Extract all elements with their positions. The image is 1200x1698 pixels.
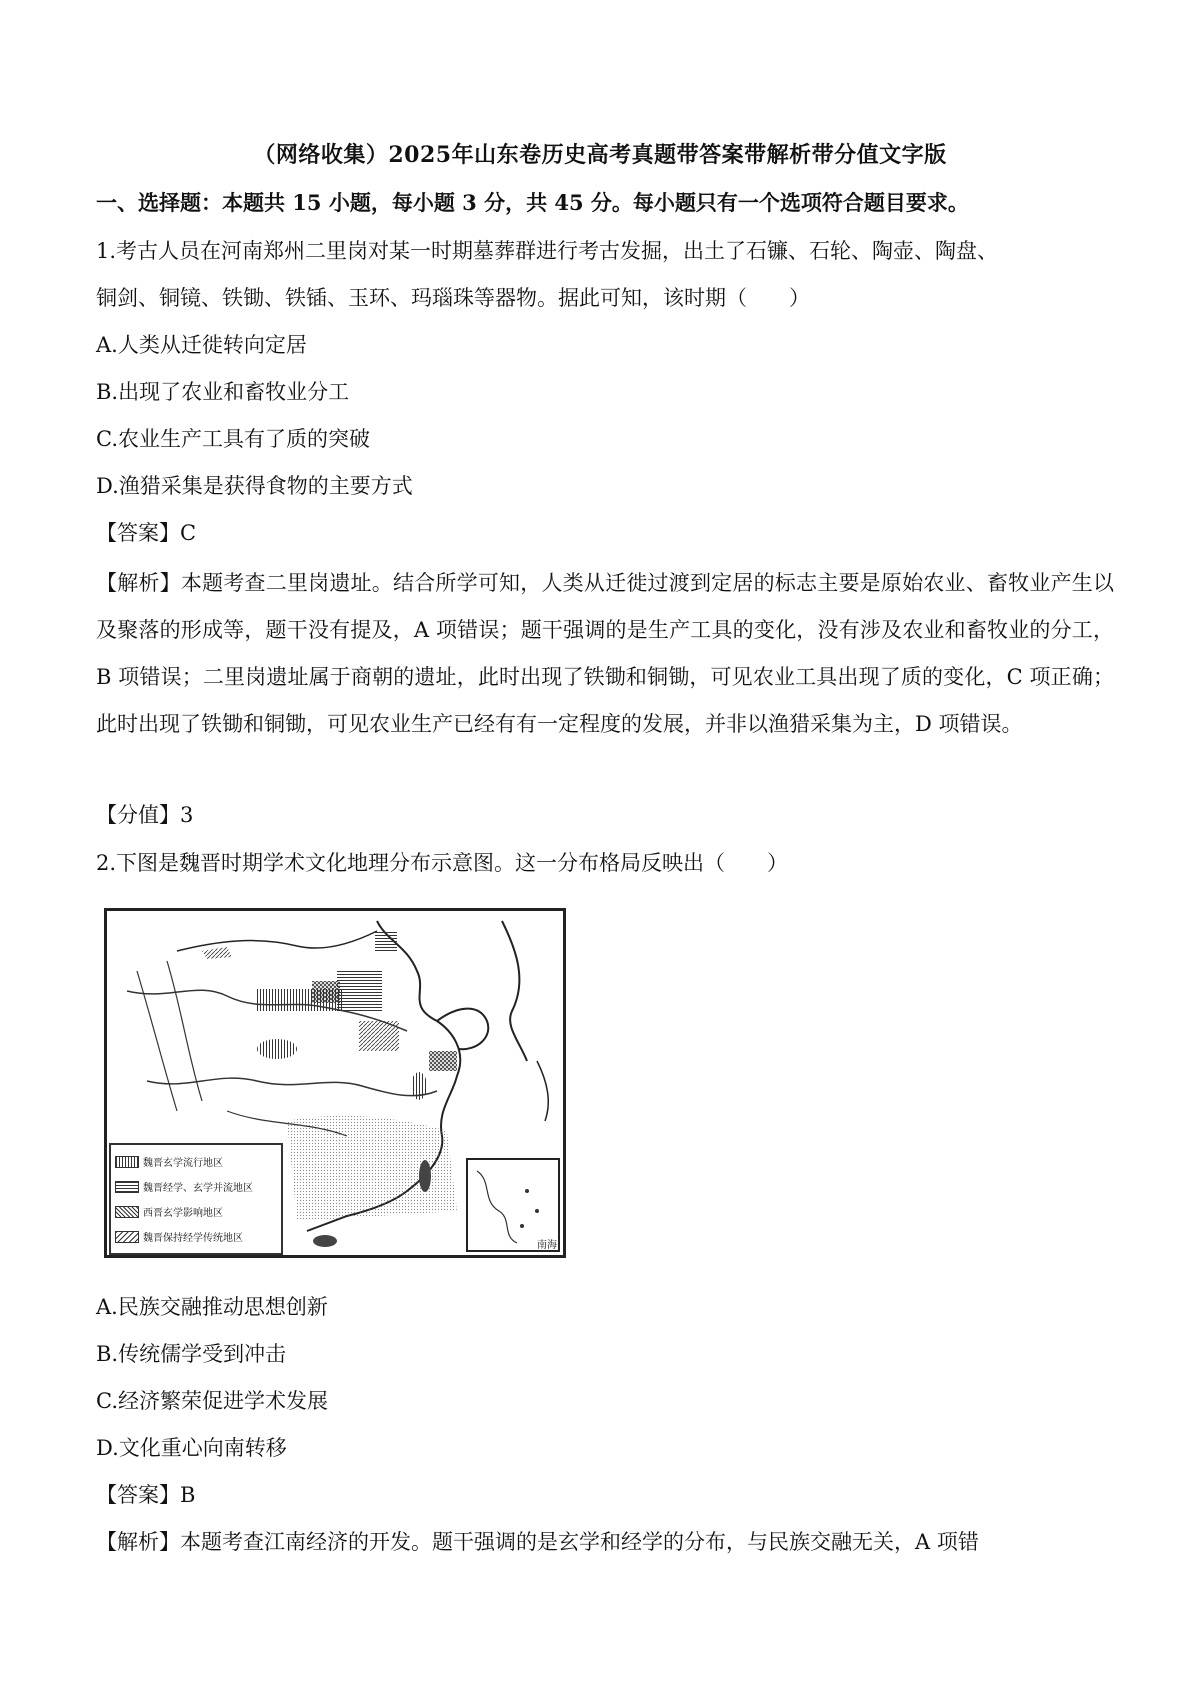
q1-answer: 【答案】C <box>96 521 197 545</box>
inset-label: 南海 <box>537 1240 557 1251</box>
hainan-island <box>313 1235 337 1247</box>
legend-swatch <box>115 1156 139 1168</box>
legend-label: 魏晋玄学流行地区 <box>143 1158 223 1169</box>
q1-option-c: C.农业生产工具有了质的突破 <box>96 427 370 451</box>
q2-analysis: 【解析】本题考查江南经济的开发。题干强调的是玄学和经学的分布，与民族交融无关，A 项错 <box>96 1530 979 1554</box>
q2-option-c: C.经济繁荣促进学术发展 <box>96 1389 328 1413</box>
region-jingxue-xuanxue <box>337 971 382 1011</box>
q1-stem-line1: 1.考古人员在河南郑州二里岗对某一时期墓葬群进行考古发掘，出土了石镰、石轮、陶壶、陶盘、 <box>96 239 999 263</box>
document-title: （网络收集）2025年山东卷历史高考真题带答案带解析带分值文字版 <box>253 142 947 168</box>
q1-option-d: D.渔猎采集是获得食物的主要方式 <box>96 474 413 498</box>
legend-item <box>115 1199 277 1224</box>
q2-stem: 2.下图是魏晋时期学术文化地理分布示意图。这一分布格局反映出（ ） <box>96 851 789 875</box>
legend-item <box>115 1224 277 1249</box>
q2-answer: 【答案】B <box>96 1483 196 1507</box>
q2-option-b: B.传统儒学受到冲击 <box>96 1342 287 1366</box>
region-jingxue-tradition <box>359 1021 399 1051</box>
yangtze-river <box>147 1078 437 1096</box>
q1-option-b: B.出现了农业和畜牧业分工 <box>96 380 350 404</box>
legend-item <box>115 1174 277 1199</box>
section-heading: 一、选择题：本题共 15 小题，每小题 3 分，共 45 分。每小题只有一个选项符合题目要求。 <box>96 190 969 215</box>
legend-swatch <box>115 1181 139 1193</box>
q1-option-a: A.人类从迁徙转向定居 <box>96 333 307 357</box>
q2-option-a: A.民族交融推动思想创新 <box>96 1295 328 1319</box>
q2-option-d: D.文化重心向南转移 <box>96 1436 287 1460</box>
legend-swatch <box>115 1231 139 1243</box>
legend-label: 魏晋保持经学传统地区 <box>143 1233 243 1244</box>
q1-stem-line2: 铜剑、铜镜、铁锄、铁锸、玉环、玛瑙珠等器物。据此可知，该时期（ ） <box>96 286 810 310</box>
legend-swatch <box>115 1206 139 1218</box>
wei-jin-culture-map <box>104 908 566 1258</box>
region-xijin-xuanxue <box>312 981 340 1003</box>
legend-label: 魏晋经学、玄学并流地区 <box>143 1183 253 1194</box>
q1-analysis: 【解析】本题考查二里岗遗址。结合所学可知，人类从迁徙过渡到定居的标志主要是原始农业、畜牧业产生以及聚落的形成等，题干没有提及，A 项错误；题干强调的是生产工具的变化，没有涉及农业和畜牧业的分工，B 项错误；二里岗遗址属于商朝的遗址，此时出现了铁锄和铜锄，可见农业工具出现了质的变化，C 项正确；此时出现了铁锄和铜锄，可见农业生产已经有有一定程度的发展，并非以渔猎采集为主，D 项错误。 <box>96 571 1114 736</box>
legend-label: 西晋玄学影响地区 <box>143 1208 223 1219</box>
q1-score: 【分值】3 <box>96 803 194 827</box>
taiwan-island <box>419 1160 431 1192</box>
map-legend <box>109 1143 283 1255</box>
legend-item <box>115 1149 277 1174</box>
